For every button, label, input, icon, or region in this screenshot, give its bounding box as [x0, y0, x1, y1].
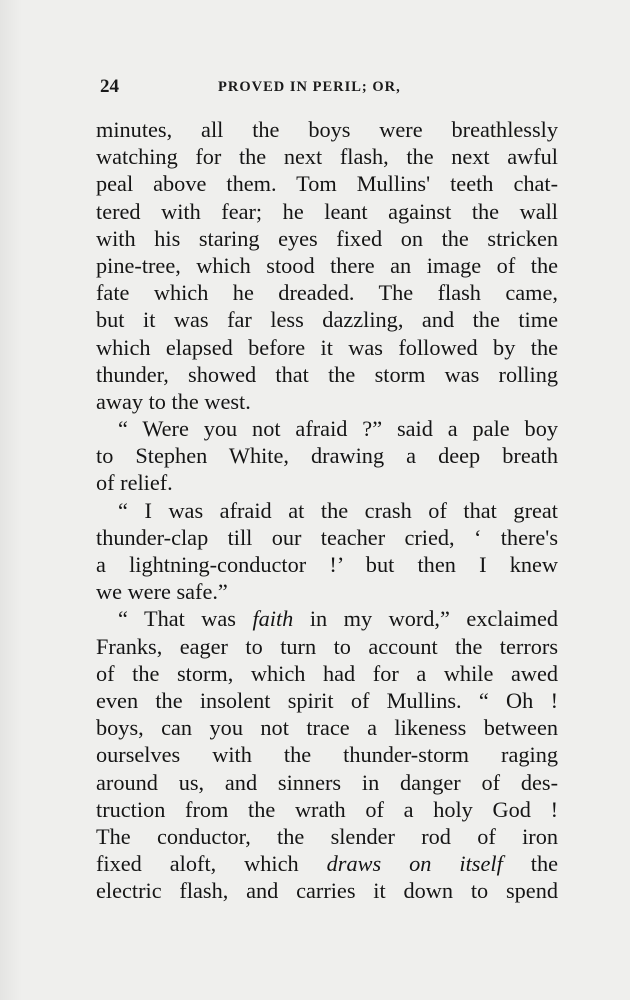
- italic-text: faith: [252, 606, 294, 632]
- text-line: “ Were you not afraid ?” said a pale boy: [118, 416, 558, 442]
- text-line: a lightning-conductor !’ but then I knew: [96, 552, 558, 577]
- text-line: with his staring eyes fixed on the stricken: [96, 225, 558, 251]
- text-run: in my word,” exclaimed: [293, 606, 558, 632]
- text-line: of the storm, which had for a while awed: [96, 660, 558, 686]
- page-edge-shadow: [0, 0, 22, 1000]
- text-line: which elapsed before it was followed by the: [96, 334, 558, 360]
- text-line: pine-tree, which stood there an image of the: [96, 252, 558, 278]
- text-line: to Stephen White, drawing a deep breath: [96, 443, 558, 469]
- text-line: [96, 850, 558, 877]
- running-head: PROVED IN PERIL; OR,: [218, 79, 401, 95]
- text-line: thunder-clap till our teacher cried, ‘ there's: [96, 524, 558, 550]
- text-run: the: [502, 851, 558, 877]
- text-line: we were safe.”: [96, 579, 228, 605]
- text-line: around us, and sinners in danger of des-: [96, 769, 558, 795]
- text-line: ourselves with the thunder-storm raging: [96, 742, 558, 768]
- text-line: fate which he dreaded. The flash came,: [96, 280, 558, 306]
- text-line: minutes, all the boys were breathlessly: [96, 117, 558, 142]
- text-line: watching for the next flash, the next awful: [96, 144, 558, 170]
- text-run: “ That was: [118, 606, 253, 632]
- text-run: fixed aloft, which: [96, 851, 327, 877]
- page-number: 24: [100, 76, 119, 97]
- text-line: tered with fear; he leant against the wall: [96, 198, 558, 224]
- text-line: The conductor, the slender rod of iron: [96, 823, 558, 849]
- text-line: truction from the wrath of a holy God !: [96, 796, 558, 822]
- text-line: thunder, showed that the storm was rolling: [96, 361, 558, 387]
- text-line: even the insolent spirit of Mullins. “ Oh !: [96, 687, 558, 713]
- page-header: [100, 76, 558, 100]
- text-line: Franks, eager to turn to account the terrors: [96, 633, 558, 659]
- text-line: [96, 605, 558, 632]
- text-line: of relief.: [96, 470, 173, 496]
- text-line: boys, can you not trace a likeness between: [96, 715, 558, 741]
- body-text: [96, 116, 558, 904]
- italic-text: draws on itself: [326, 851, 503, 877]
- text-line: peal above them. Tom Mullins' teeth chat-: [96, 171, 558, 197]
- text-line: but it was far less dazzling, and the time: [96, 307, 558, 333]
- text-line: “ I was afraid at the crash of that great: [118, 497, 558, 523]
- text-line: away to the west.: [96, 388, 251, 414]
- text-line: electric flash, and carries it down to spend: [96, 878, 558, 904]
